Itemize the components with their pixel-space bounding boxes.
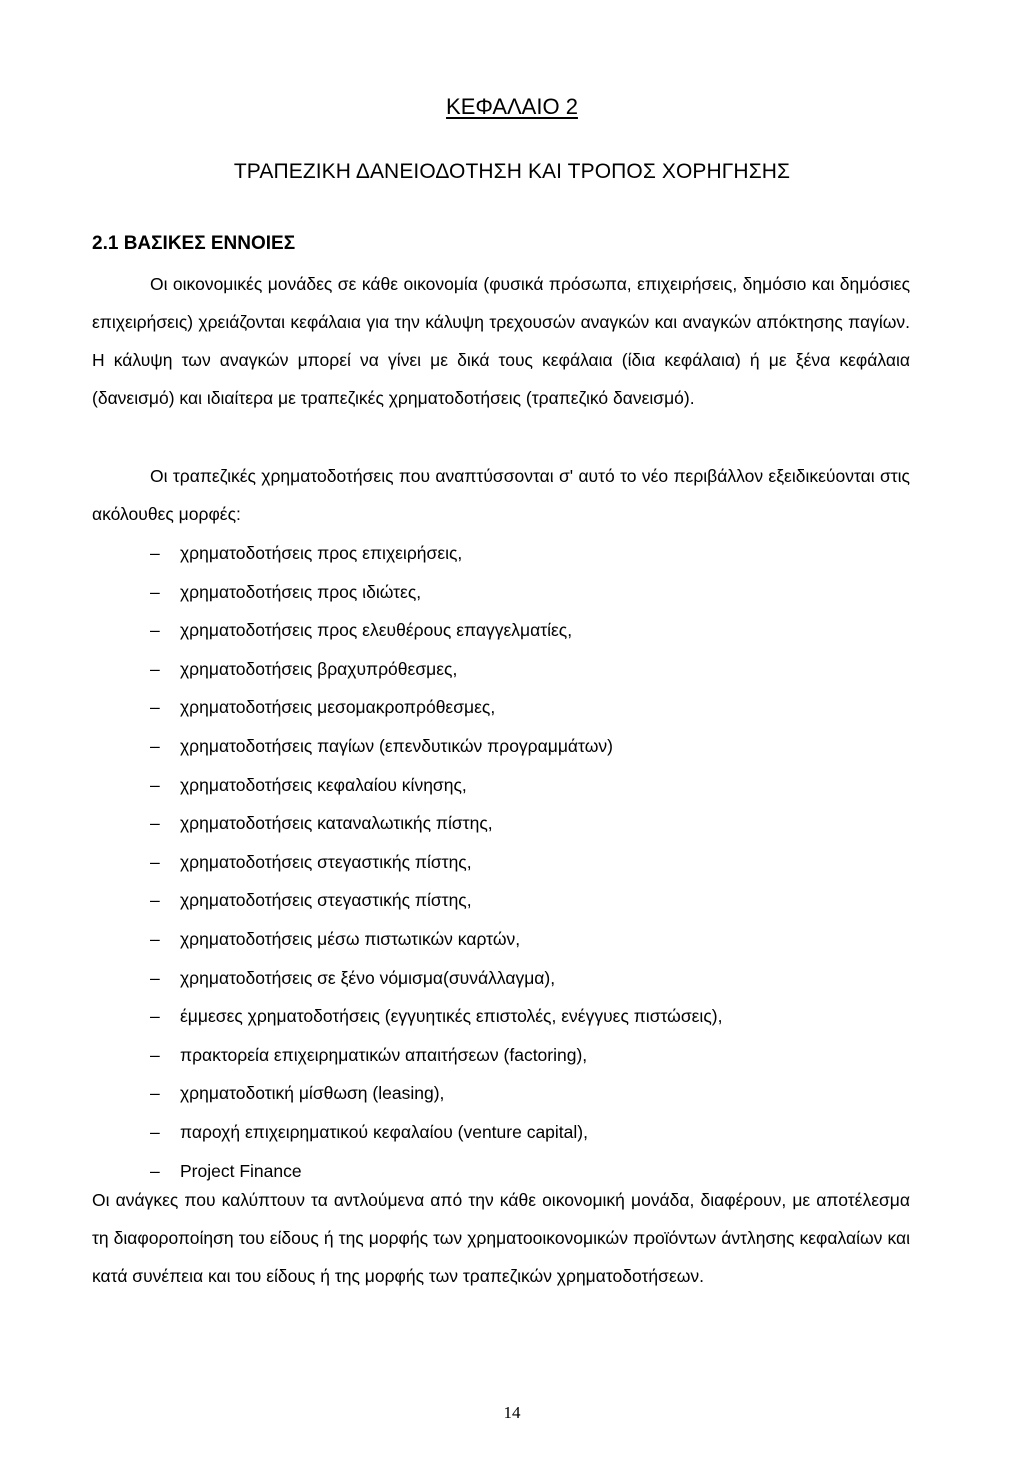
page-number: 14 xyxy=(503,1403,521,1422)
list-dash: – xyxy=(150,1121,160,1142)
list-dash: – xyxy=(150,581,160,602)
list-dash: – xyxy=(150,1044,160,1065)
list-dash: – xyxy=(150,928,160,949)
list-item-text: χρηματοδοτήσεις στεγαστικής πίστης, xyxy=(180,851,472,872)
list-dash: – xyxy=(150,735,160,756)
list-item-text: παροχή επιχειρηματικού κεφαλαίου (venture capital), xyxy=(180,1121,588,1142)
list-item-text: χρηματοδοτική μίσθωση (leasing), xyxy=(180,1083,445,1104)
list-item-text: χρηματοδοτήσεις προς επιχειρήσεις, xyxy=(180,543,463,563)
financing-types-list xyxy=(92,534,910,1190)
list-dash: – xyxy=(150,543,160,563)
paragraph-conclusion: Οι ανάγκες που καλύπτουν τα αντλούμενα από την κάθε οικονομική μονάδα, διαφέρουν, με αποτέλεσμα τη διαφοροποίηση του είδους ή της μορφής των χρηματοοικονομικών προϊόντων άντλησης κεφαλαίων και κατά συνέπεια και του είδους ή της μορφής των τραπεζικών χρηματοδοτήσεων. xyxy=(92,1190,910,1286)
list-item xyxy=(92,611,910,650)
list-item-text: χρηματοδοτήσεις καταναλωτικής πίστης, xyxy=(180,813,493,834)
list-item xyxy=(92,650,910,689)
list-dash: – xyxy=(150,1083,160,1104)
list-item xyxy=(92,1074,910,1113)
list-dash: – xyxy=(150,1006,160,1027)
list-item xyxy=(92,843,910,882)
list-item-text: χρηματοδοτήσεις μέσω πιστωτικών καρτών, xyxy=(180,928,521,949)
list-item xyxy=(92,534,910,573)
list-item xyxy=(92,959,910,998)
list-dash: – xyxy=(150,620,160,641)
chapter-heading: ΚΕΦΑΛΑΙΟ 2 xyxy=(446,94,578,119)
list-item xyxy=(92,881,910,920)
list-item-text: χρηματοδοτήσεις προς ιδιώτες, xyxy=(180,581,422,602)
list-item xyxy=(92,804,910,843)
list-item xyxy=(92,997,910,1036)
list-item xyxy=(92,573,910,612)
list-item xyxy=(92,1036,910,1075)
list-dash: – xyxy=(150,774,160,795)
chapter-title: ΤΡΑΠΕΖΙΚΗ ΔΑΝΕΙΟΔΟΤΗΣΗ ΚΑΙ ΤΡΟΠΟΣ ΧΟΡΗΓΗΣΗΣ xyxy=(233,160,791,183)
list-item-text: Project Finance xyxy=(180,1160,302,1181)
paragraph-list-intro: Οι τραπεζικές χρηματοδοτήσεις που αναπτύσσονται σ' αυτό το νέο περιβάλλον εξειδικεύονται στις ακόλουθες μορφές: xyxy=(92,466,910,524)
list-item-text: χρηματοδοτήσεις στεγαστικής πίστης, xyxy=(180,890,472,911)
list-item xyxy=(92,688,910,727)
list-item-text: χρηματοδοτήσεις προς ελευθέρους επαγγελματίες, xyxy=(180,620,573,641)
list-item xyxy=(92,727,910,766)
list-dash: – xyxy=(150,967,160,988)
list-dash: – xyxy=(150,658,160,679)
list-item xyxy=(92,1113,910,1152)
list-dash: – xyxy=(150,1160,160,1181)
section-heading: 2.1 ΒΑΣΙΚΕΣ ΕΝΝΟΙΕΣ xyxy=(92,233,296,254)
list-dash: – xyxy=(150,851,160,872)
list-item-text: χρηματοδοτήσεις μεσομακροπρόθεσμες, xyxy=(180,697,496,718)
list-item xyxy=(92,766,910,805)
list-item-text: έμμεσες χρηματοδοτήσεις (εγγυητικές επιστολές, ενέγγυες πιστώσεις), xyxy=(180,1006,723,1027)
list-item-text: χρηματοδοτήσεις παγίων (επενδυτικών προγραμμάτων) xyxy=(180,735,613,756)
list-item-text: χρηματοδοτήσεις σε ξένο νόμισμα(συνάλλαγμα), xyxy=(180,967,556,988)
list-dash: – xyxy=(150,697,160,718)
list-dash: – xyxy=(150,813,160,834)
list-item-text: πρακτορεία επιχειρηματικών απαιτήσεων (factoring), xyxy=(180,1044,588,1065)
list-item-text: χρηματοδοτήσεις κεφαλαίου κίνησης, xyxy=(180,774,467,795)
list-item-text: χρηματοδοτήσεις βραχυπρόθεσμες, xyxy=(180,658,458,679)
list-dash: – xyxy=(150,890,160,911)
paragraph-intro: Οι οικονομικές μονάδες σε κάθε οικονομία (φυσικά πρόσωπα, επιχειρήσεις, δημόσιο και δημόσιες επιχειρήσεις) χρειάζονται κεφάλαια για την κάλυψη τρεχουσών αναγκών και αναγκών απόκτησης παγίων. Η κάλυψη των αναγκών μπορεί να γίνει με δικά τους κεφάλαια (ίδια κεφάλαια) ή με ξένα κεφάλαια (δανεισμό) και ιδιαίτερα με τραπεζικές χρηματοδοτήσεις (τραπεζικό δανεισμό). xyxy=(92,274,910,408)
list-item xyxy=(92,920,910,959)
